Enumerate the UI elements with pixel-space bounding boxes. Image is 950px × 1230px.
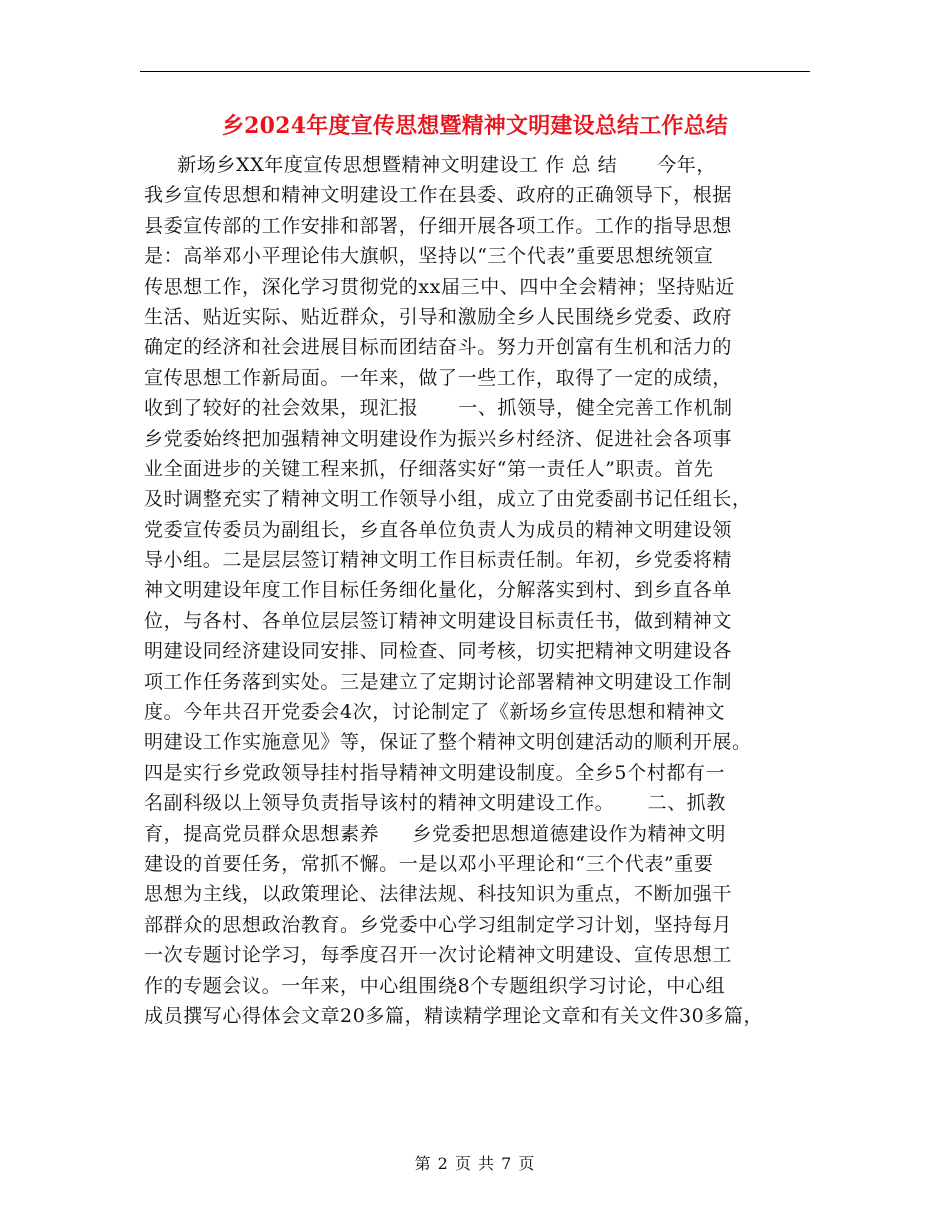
body-line: 及时调整充实了精神文明工作领导小组，成立了由党委副书记任组长， <box>144 488 752 511</box>
body-line: 育，提高党员群众思想素养 乡党委把思想道德建设作为精神文明 <box>144 822 726 845</box>
body-line: 项工作任务落到实处。三是建立了定期讨论部署精神文明建设工作制 <box>144 670 733 693</box>
body-line: 作的专题会议。一年来，中心组围绕8个专题组织学习讨论，中心组 <box>144 974 726 997</box>
body-line: 乡党委始终把加强精神文明建设作为振兴乡村经济、促进社会各项事 <box>144 427 733 450</box>
body-line: 明建设工作实施意见》等，保证了整个精神文明创建活动的顺利开展。 <box>144 731 752 754</box>
document-title: 乡2024年度宣传思想暨精神文明建设总结工作总结 <box>221 113 729 139</box>
body-line: 部群众的思想政治教育。乡党委中心学习组制定学习计划，坚持每月 <box>144 913 733 936</box>
body-line: 神文明建设年度工作目标任务细化量化，分解落实到村、到乡直各单 <box>144 579 733 602</box>
document-body <box>144 150 824 1031</box>
body-line: 导小组。二是层层签订精神文明工作目标责任制。年初，乡党委将精 <box>144 549 733 572</box>
header-rule <box>140 71 810 72</box>
body-line: 县委宣传部的工作安排和部署，仔细开展各项工作。工作的指导思想 <box>144 214 733 237</box>
body-line: 确定的经济和社会进展目标而团结奋斗。努力开创富有生机和活力的 <box>144 336 733 359</box>
body-line: 新场乡XX年度宣传思想暨精神文明建设工 作 总 结 今年， <box>144 154 717 176</box>
body-line: 是：高举邓小平理论伟大旗帜，坚持以“三个代表”重要思想统领宣 <box>144 245 714 268</box>
page-number: 第 2 页 共 7 页 <box>414 1154 536 1173</box>
body-line: 度。今年共召开党委会4次，讨论制定了《新场乡宣传思想和精神文 <box>144 701 726 724</box>
body-line: 名副科级以上领导负责指导该村的精神文明建设工作。 二、抓教 <box>144 792 726 815</box>
body-line: 生活、贴近实际、贴近群众，引导和激励全乡人民围绕乡党委、政府 <box>144 305 733 328</box>
body-line: 四是实行乡党政领导挂村指导精神文明建设制度。全乡5个村都有一 <box>144 761 726 784</box>
body-line: 传思想工作，深化学习贯彻党的xx届三中、四中全会精神；坚持贴近 <box>144 275 736 298</box>
body-line: 业全面进步的关键工程来抓，仔细落实好“第一责任人”职责。首先 <box>144 457 714 480</box>
body-line: 收到了较好的社会效果，现汇报 一、抓领导，健全完善工作机制 <box>144 397 733 420</box>
body-line: 宣传思想工作新局面。一年来，做了一些工作，取得了一定的成绩， <box>144 366 733 389</box>
body-line: 成员撰写心得体会文章20多篇，精读精学理论文章和有关文件30多篇， <box>144 1004 764 1027</box>
body-line: 明建设同经济建设同安排、同检查、同考核，切实把精神文明建设各 <box>144 640 733 663</box>
body-line: 我乡宣传思想和精神文明建设工作在县委、政府的正确领导下，根据 <box>144 184 733 207</box>
body-line: 建设的首要任务，常抓不懈。一是以邓小平理论和“三个代表”重要 <box>144 852 714 875</box>
body-line: 党委宣传委员为副组长，乡直各单位负责人为成员的精神文明建设领 <box>144 518 733 541</box>
body-line: 一次专题讨论学习，每季度召开一次讨论精神文明建设、宣传思想工 <box>144 944 733 967</box>
body-line: 思想为主线，以政策理论、法律法规、科技知识为重点，不断加强干 <box>144 883 733 906</box>
body-line: 位，与各村、各单位层层签订精神文明建设目标责任书，做到精神文 <box>144 609 733 632</box>
